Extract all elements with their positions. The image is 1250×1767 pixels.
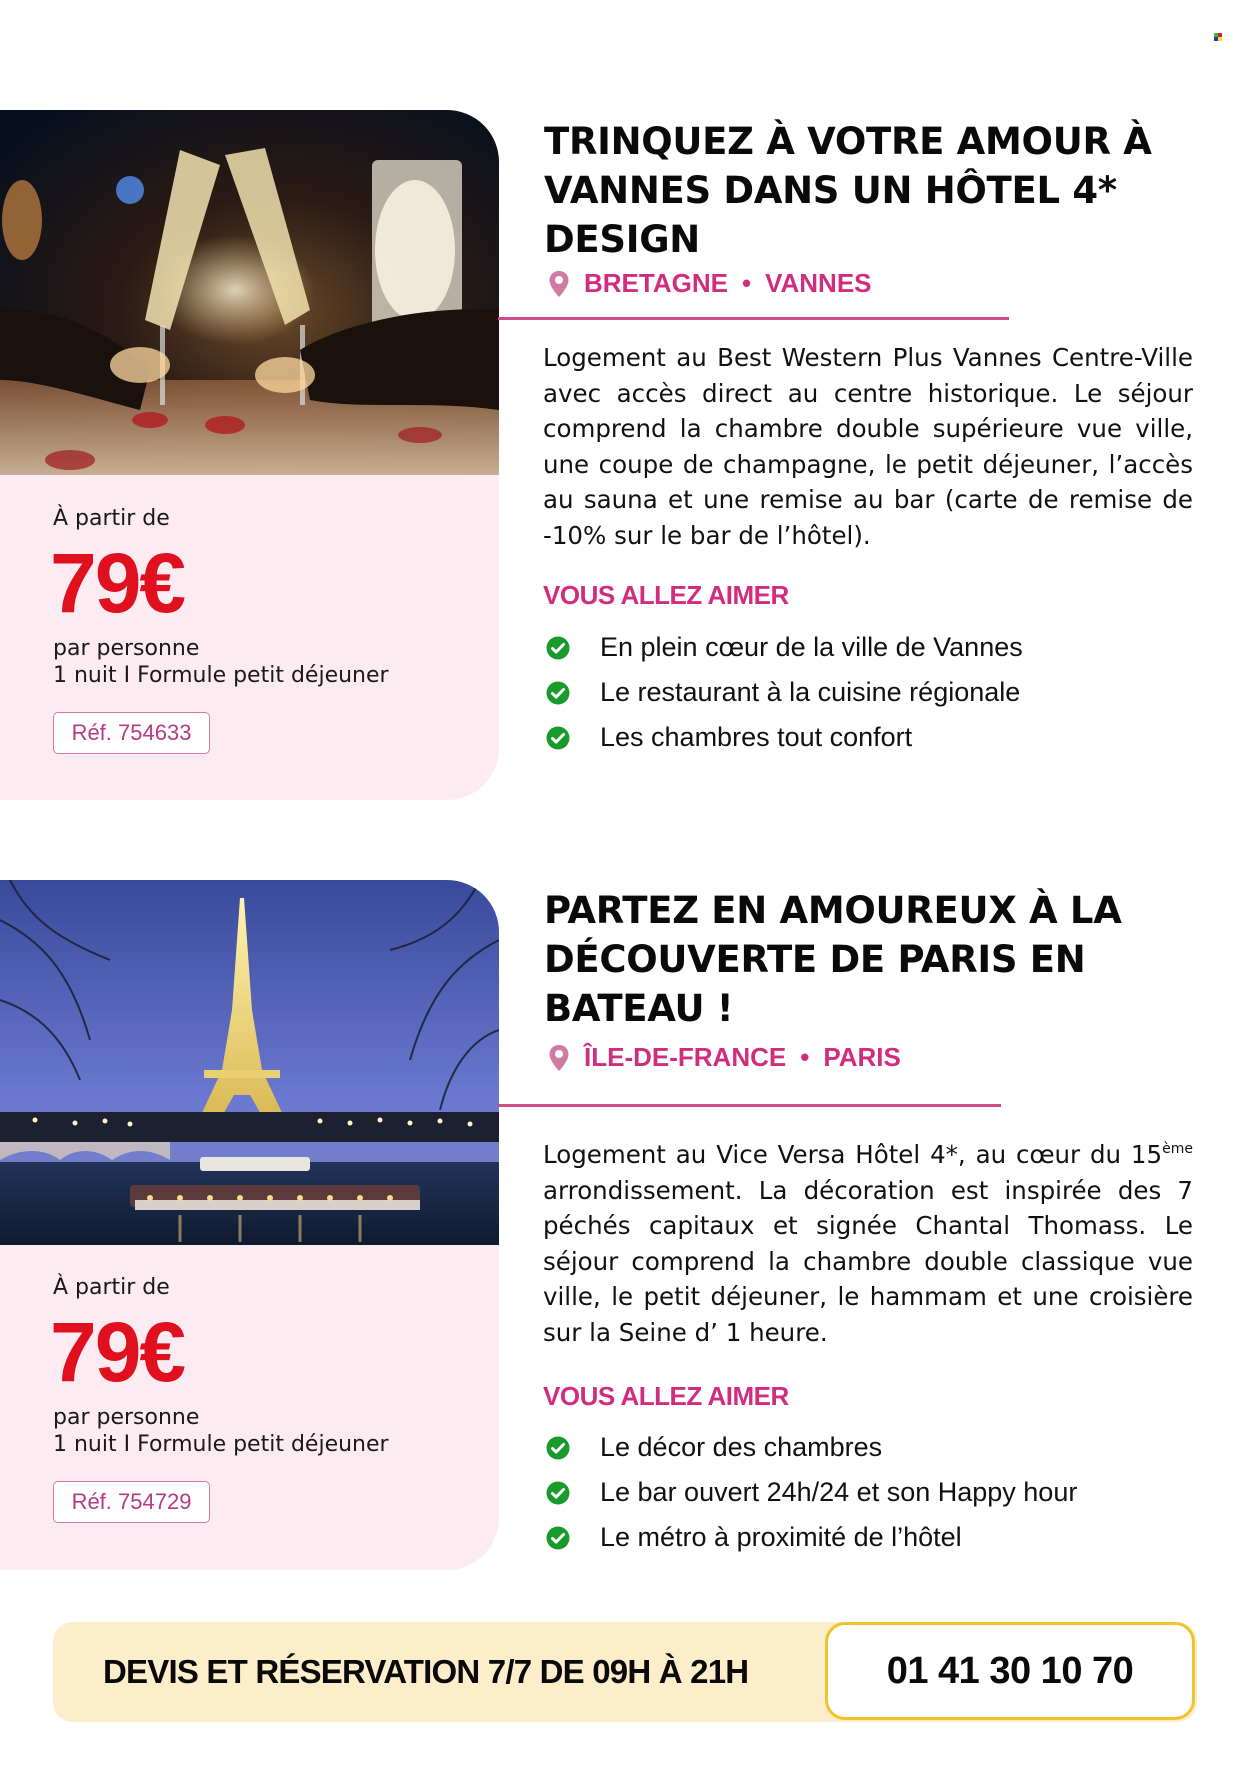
booking-hours-label: DEVIS ET RÉSERVATION 7/7 DE 09H À 21H: [103, 1653, 749, 1690]
offer-location: [548, 268, 872, 299]
check-circle-icon: [546, 681, 570, 705]
offer-title-line: VANNES DANS UN HÔTEL 4*: [544, 169, 1117, 212]
highlight-text: En plein cœur de la ville de Vannes: [600, 632, 1023, 662]
map-pin-icon: [548, 270, 570, 298]
check-circle-icon: [546, 636, 570, 660]
section-divider: [498, 317, 1009, 320]
price-conditions: [53, 1404, 389, 1458]
color-registration-mark: [1214, 33, 1222, 41]
offer-title: [544, 117, 1204, 264]
section-divider: [498, 1104, 1001, 1107]
offer-title-line: DÉCOUVERTE DE PARIS EN: [544, 938, 1086, 981]
offer-description: [543, 1137, 1193, 1351]
price-conditions: [53, 635, 389, 689]
highlights-list: [546, 1425, 1077, 1560]
highlights-heading: VOUS ALLEZ AIMER: [543, 1381, 789, 1411]
offer-description: Logement au Best Western Plus Vannes Centre-Ville avec accès direct au centre historique. Le séjour comprend la chambre double supérieure vue ville, une coupe de champagne, le petit déjeuner, l’accès au sauna et une remise au bar (carte de remise de -10% sur le bar de l’hôtel).: [543, 343, 1193, 550]
check-circle-icon: [546, 1526, 570, 1550]
offer-title-line: BATEAU !: [544, 987, 734, 1030]
highlight-text: Le bar ouvert 24h/24 et son Happy hour: [600, 1477, 1078, 1507]
ordinal-suffix: ème: [1162, 1141, 1193, 1157]
check-circle-icon: [546, 1481, 570, 1505]
check-circle-icon: [546, 726, 570, 750]
highlight-item: [546, 670, 1023, 715]
offer-title-line: TRINQUEZ À VOTRE AMOUR À: [544, 120, 1152, 163]
location-separator: •: [741, 268, 752, 298]
highlight-text: Le métro à proximité de l’hôtel: [600, 1522, 962, 1552]
check-circle-icon: [546, 1436, 570, 1460]
highlights-list: [546, 625, 1023, 760]
location-city: PARIS: [823, 1042, 901, 1072]
offer-title: [544, 886, 1204, 1033]
highlight-item: [546, 1470, 1077, 1515]
highlight-text: Les chambres tout confort: [600, 722, 913, 752]
description-text: arrondissement. La décoration est inspirée des 7 péchés capitaux et signée Chantal Thomass. Le séjour comprend la chambre double classique vue ville, le petit déjeuner, le hammam et une croisière sur la Seine d’ 1 heure.: [543, 1175, 1193, 1347]
price-amount: 79€: [50, 536, 185, 630]
description-text: Logement au Vice Versa Hôtel 4*, au cœur du 15: [543, 1140, 1163, 1169]
highlight-item: [546, 1515, 1077, 1560]
location-separator: •: [800, 1042, 810, 1072]
booking-footer: [53, 1622, 1197, 1722]
price-per-person: par personne: [53, 636, 200, 661]
offer-title-line: DESIGN: [544, 218, 700, 261]
reference-badge[interactable]: Réf. 754633: [53, 712, 210, 754]
offer-location: [548, 1042, 901, 1073]
map-pin-icon: [548, 1044, 570, 1072]
price-from-label: À partir de: [53, 1275, 170, 1300]
highlight-text: Le décor des chambres: [600, 1432, 883, 1462]
offer-title-line: PARTEZ EN AMOUREUX À LA: [544, 889, 1122, 932]
reference-badge[interactable]: Réf. 754729: [53, 1481, 210, 1523]
location-city: VANNES: [765, 268, 872, 298]
price-per-person: par personne: [53, 1405, 200, 1430]
highlight-text: Le restaurant à la cuisine régionale: [600, 677, 1021, 707]
price-formula: 1 nuit I Formule petit déjeuner: [53, 1432, 389, 1457]
offer-photo-champagne: [0, 110, 499, 475]
highlight-item: [546, 625, 1023, 670]
price-from-label: À partir de: [53, 506, 170, 531]
offer-left-panel: [0, 110, 499, 800]
price-amount: 79€: [50, 1305, 185, 1399]
highlight-item: [546, 1425, 1077, 1470]
highlights-heading: VOUS ALLEZ AIMER: [543, 580, 789, 610]
price-formula: 1 nuit I Formule petit déjeuner: [53, 663, 389, 688]
location-region: ÎLE-DE-FRANCE: [584, 1042, 787, 1072]
location-region: BRETAGNE: [584, 268, 728, 298]
offer-photo-eiffel-tower: [0, 880, 499, 1245]
phone-number-link[interactable]: 01 41 30 10 70: [825, 1622, 1195, 1720]
highlight-item: [546, 715, 1023, 760]
offer-left-panel: [0, 880, 499, 1570]
